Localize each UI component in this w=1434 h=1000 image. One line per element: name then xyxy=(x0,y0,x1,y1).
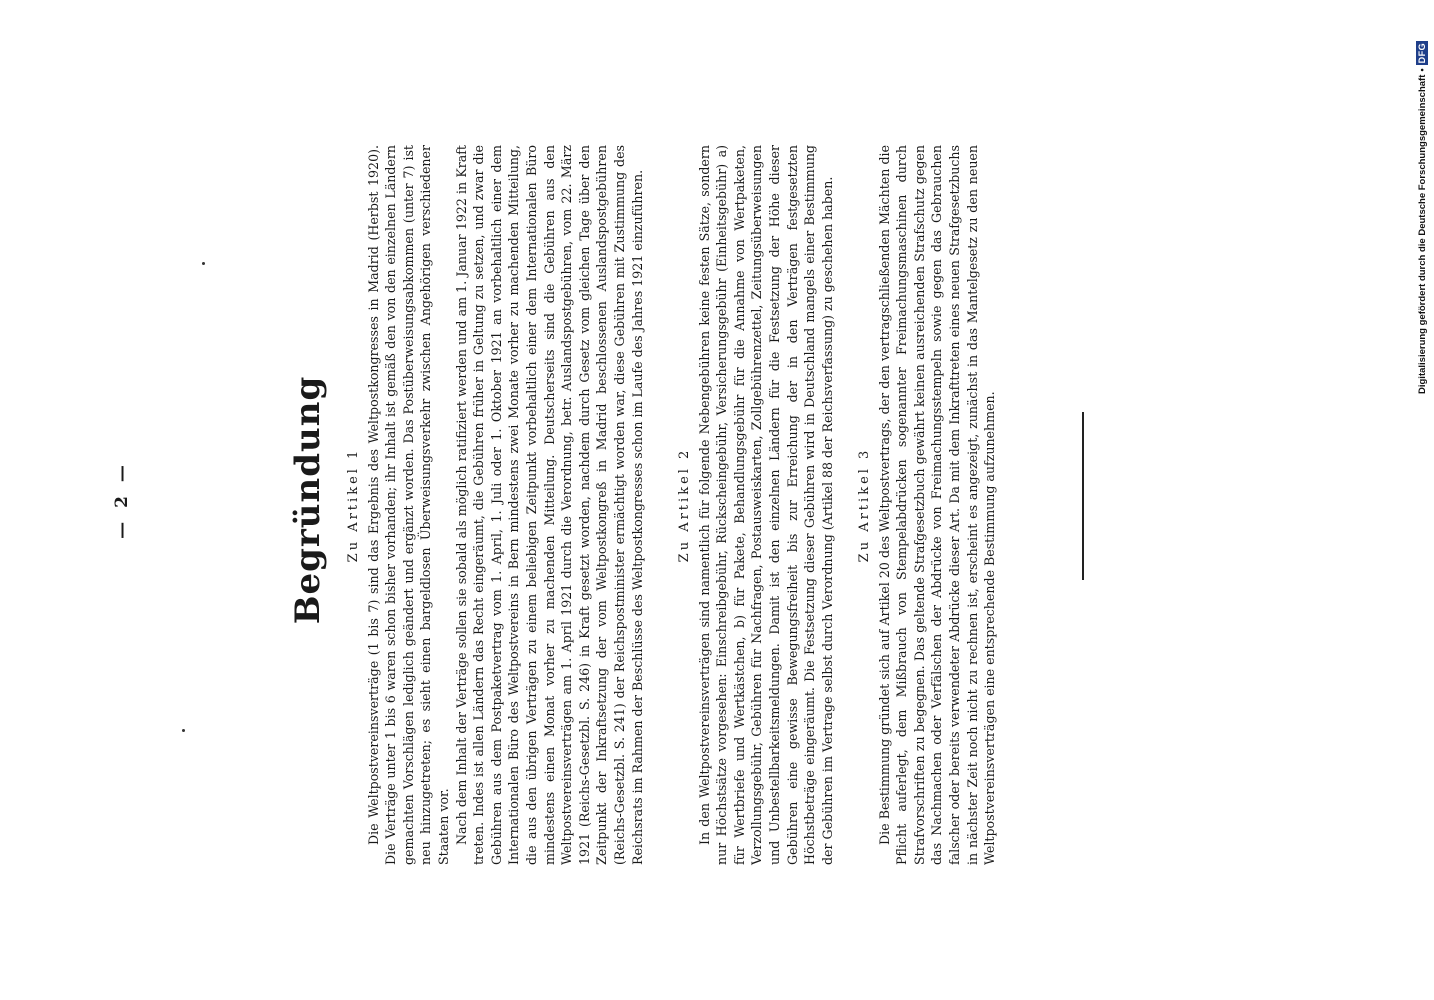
section-article-3 xyxy=(856,145,999,865)
section-heading: Zu Artikel 3 xyxy=(857,447,872,563)
paragraph: Nach dem Inhalt der Verträge sollen sie sobald als möglich ratifiziert werden und am 1. Januar 1922 in Kraft treten. Indes ist allen Ländern das Recht eingeräumt, die Gebühren früher in Geltung zu setzen, und zwar die Gebühren aus dem Postpaketvertrag vom 1. April, 1. Juli oder 1. Oktober 1921 an vorbehaltlich einer dem Internationalen Büro des Weltpostvereins in Bern mindestens zwei Monate vorher zu machenden Mitteilung, die aus den übrigen Verträgen zu einem beliebigen Zeitpunkt vorbehaltlich einer dem Internationalen Büro mindestens einen Monat vorher zu machenden Mitteilung. Deutscherseits sind die Gebühren aus den Weltpostvereinsverträgen am 1. April 1921 durch die Verordnung, betr. Auslandspostgebühren, vom 22. März 1921 (Reichs-Gesetzbl. S. 246) in Kraft gesetzt worden, nachdem durch Gesetz vom gleichen Tage über den Zeitpunkt der Inkraftsetzung der vom Weltpostkongreß in Madrid beschlossenen Auslandspostgebühren (Reichs-Gesetzbl. S. 241) der Reichspostminister ermächtigt worden war, diese Gebühren mit Zustimmung des Reichsrats im Rahmen der Beschlüsse des Weltpostkongresses schon im Laufe des Jahres 1921 einzuführen. xyxy=(453,145,645,865)
digitization-credit xyxy=(1412,0,1434,1000)
scan-dot xyxy=(182,729,185,732)
paragraph: Die Weltpostvereinsverträge (1 bis 7) sind das Ergebnis des Weltpostkongresses in Madrid (Herbst 1920). Die Verträge unter 1 bis 6 waren schon bisher vorhanden; ihr Inhalt ist gemäß den von den einzelnen Ländern gemachten Vorschlägen lediglich geändert und ergänzt worden. Das Postüberweisungsabkommen (unter 7) ist neu hinzugetreten; es sieht einen bargeldlosen Überweisungsverkehr zwischen Angehörigen verschiedener Staaten vor. xyxy=(365,145,451,865)
credit-separator: • xyxy=(1416,68,1428,72)
scan-dot xyxy=(202,262,205,265)
section-heading: Zu Artikel 2 xyxy=(677,447,692,563)
horizontal-rule xyxy=(1082,412,1084,580)
document-title: Begründung xyxy=(288,375,328,625)
section-article-1 xyxy=(345,145,646,865)
paragraph: In den Weltpostvereinsverträgen sind namentlich für folgende Nebengebühren keine festen Sätze, sondern nur Höchstsätze vorgesehen: Einschreibgebühr, Rückscheingebühr, Versicherungsgebühr (Einheitsgebühr) a) für Wertbriefe und Wertkästchen, b) für Pakete, Behandlungsgebühr für die Annahme von Wertpaketen, Verzollungsgebühr, Gebühren für Nachfragen, Postausweiskarten, Zollgebührenzettel, Zeitungsüberweisungen und Unbestellbarkeitsmeldungen. Damit ist den einzelnen Ländern für die Festsetzung der Höhe dieser Gebühren eine gewisse Bewegungsfreiheit bis zur Erreichung der in den Verträgen festgesetzten Höchstbeträge eingeräumt. Die Festsetzung dieser Gebühren wird in Deutschland mangels einer Bestimmung der Gebühren im Vertrage selbst durch Verordnung (Artikel 88 der Reichsverfassung) zu geschehen haben. xyxy=(696,145,835,865)
credit-text: Digitalisierung gefördert durch die Deutsche Forschungsgemeinschaft xyxy=(1416,74,1428,394)
page-number: — 2 — xyxy=(112,461,132,539)
paragraph: Die Bestimmung gründet sich auf Artikel 20 des Weltpostvertrags, der den vertragschließenden Mächten die Pflicht auferlegt, dem Mißbrauch von Stempelabdrücken sogenannter Freimachungsmaschinen durch Strafvorschriften zu begegnen. Das geltende Strafgesetzbuch gewährt keinen ausreichenden Strafschutz gegen das Nachmachen oder Verfälschen der Abdrücke von Freimachungsstempeln sowie gegen das Gebrauchen falscher oder bereits verwendeter Abdrücke dieser Art. Da mit dem Inkrafttreten eines neuen Strafgesetzbuchs in nächster Zeit noch nicht zu rechnen ist, erscheint es angezeigt, zunächst in das Mantelgesetz zu den neuen Weltpostvereinsverträgen eine entsprechende Bestimmung aufzunehmen. xyxy=(876,145,998,865)
dfg-logo: DFG xyxy=(1417,42,1427,64)
section-article-2 xyxy=(676,145,836,865)
section-heading: Zu Artikel 1 xyxy=(346,447,361,563)
